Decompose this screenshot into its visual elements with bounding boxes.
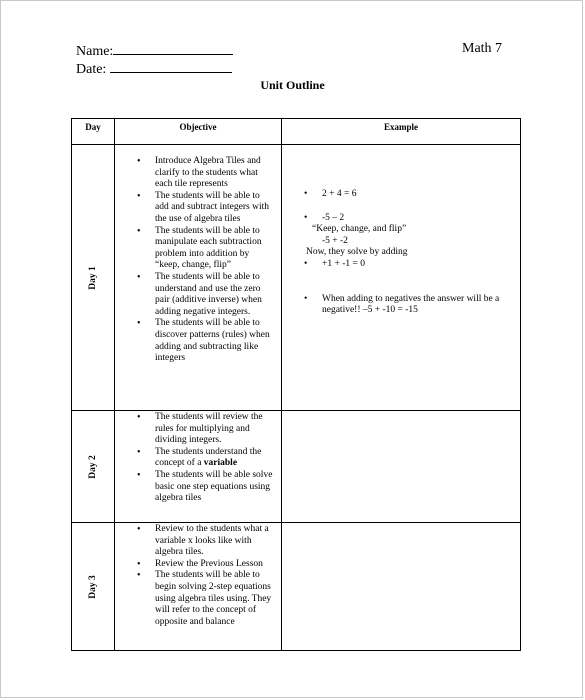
table-row-day-1 [72,145,521,411]
day-cell [72,411,115,523]
name-blank [113,41,233,55]
variable-term: variable [203,458,238,469]
list-item: • The students will review the rules for multiplying and dividing integers. [137,412,275,447]
page-title: Unit Outline [260,78,325,92]
objective-cell [115,411,282,523]
table-row-day-2 [72,411,521,523]
example-1: • 2 + 4 = 6 [304,189,516,201]
list-item: • The students will be able to begin solving 2-step equations using algebra tiles using. They will refer to the concept of opposite and balance [137,570,275,628]
objective-list [115,411,281,505]
day-cell [72,523,115,651]
objective-list [115,523,281,628]
table-header-row [72,119,521,145]
example-2-note: “Keep, change, and flip” [312,224,407,235]
list-item [137,447,275,470]
date-label: Date: [76,62,107,77]
list-item: • The students will be able to understand and use the zero pair (additive inverse) when adding negative integers. [137,272,275,318]
day-cell [72,145,115,411]
column-header-day: Day [72,119,115,145]
table-row-day-3 [72,523,521,651]
list-item: • The students will be able solve basic one step equations using algebra tiles [137,470,275,505]
example-3: • +1 + -1 = 0 [304,259,516,271]
day-label: Day 1 [88,265,98,290]
list-item: • The students will be able to manipulate each subtraction problem into addition by “keep, change, flip” [137,226,275,272]
name-label: Name: [76,44,114,59]
example-2-solve: Now, they solve by adding [306,247,408,258]
column-header-objective: Objective [115,119,282,145]
column-header-example: Example [282,119,521,145]
name-row [76,41,233,60]
objective-list [115,145,281,365]
example-2-result: -5 + -2 [322,235,348,246]
day-label: Day 3 [88,574,98,599]
list-item: • Introduce Algebra Tiles and clarify to the students what each tile represents [137,156,275,191]
objective-cell [115,523,282,651]
list-item: • The students will be able to discover patterns (rules) when adding and subtracting like integers [137,318,275,364]
example-2: • -5 – 2 [304,213,516,225]
example-cell [282,523,521,651]
unit-outline-table [71,118,521,651]
objective-cell [115,145,282,411]
date-row [76,59,232,78]
list-item: • The students will be able to add and subtract integers with the use of algebra tiles [137,191,275,226]
course-label: Math 7 [462,41,503,56]
example-4: • When adding to negatives the answer will be a negative!! –5 + -10 = -15 [304,294,516,317]
list-item-text: The students understand the concept of a [155,446,262,469]
list-item: • Review to the students what a variable x looks like with algebra tiles. [137,524,275,559]
date-blank [110,59,232,73]
example-cell [282,411,521,523]
example-content [282,145,520,317]
list-item: • Review the Previous Lesson [137,559,275,571]
day-label: Day 2 [88,454,98,479]
example-cell [282,145,521,411]
